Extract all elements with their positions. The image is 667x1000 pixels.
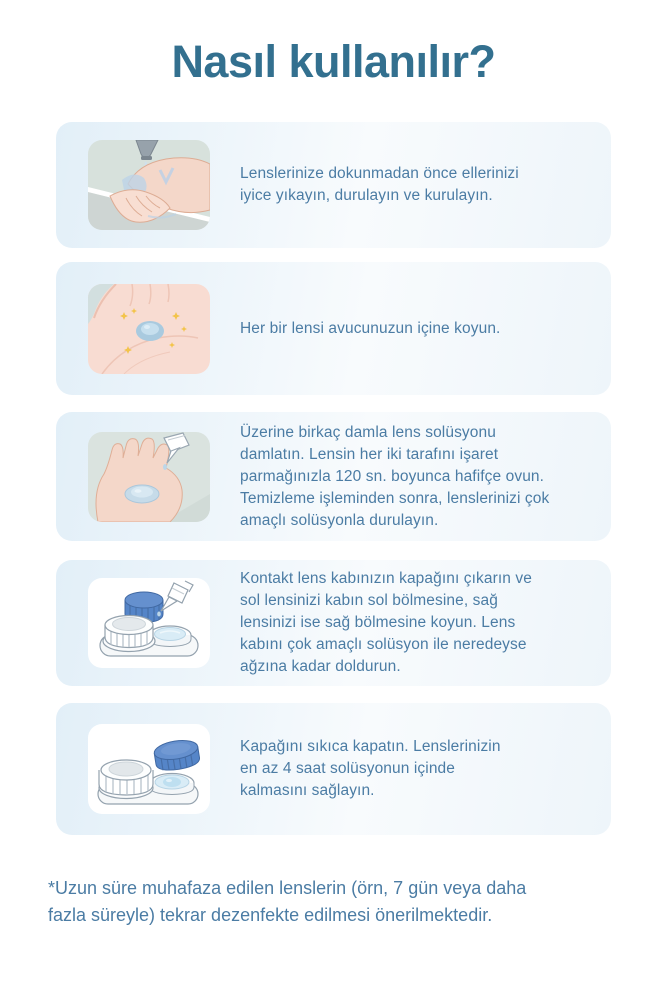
lens-on-palm-icon: [88, 284, 210, 374]
step-card-5: [56, 703, 611, 835]
lens-case-closing-icon: [88, 724, 210, 814]
lens-on-palm-illustration: [88, 284, 210, 374]
step-card-2: [56, 262, 611, 395]
hand-washing-illustration: [88, 140, 210, 230]
solution-drop-illustration: [88, 432, 210, 522]
step-list: [56, 122, 611, 835]
step-card-4: [56, 560, 611, 686]
step-text-4: Kontakt lens kabınızın kapağını çıkarın ve sol lensinizi kabın sol bölmesine, sağ lensinizi ise sağ bölmesine koyun. Lens kabını çok amaçlı solüsyon ile neredeyse ağzına kadar doldurun.: [240, 570, 532, 675]
solution-drop-icon: [88, 432, 210, 522]
step-text-2: Her bir lensi avucunuzun içine koyun.: [240, 319, 501, 337]
step-text-1: Lenslerinize dokunmadan önce ellerinizi iyice yıkayın, durulayın ve kurulayın.: [240, 165, 519, 204]
step-text-3: Üzerine birkaç damla lens solüsyonu damlatın. Lensin her iki tarafını işaret parmağınızla 120 sn. boyunca hafifçe ovun. Temizleme işleminden sonra, lenslerinizi çok amaçlı solüsyonla durulayın.: [240, 423, 550, 529]
footnote: *Uzun süre muhafaza edilen lenslerin (örn, 7 gün veya daha fazla süreyle) tekrar dezenfekte edilmesi önerilmektedir.: [48, 878, 527, 925]
step-text-5: Kapağını sıkıca kapatın. Lenslerinizin en az 4 saat solüsyonun içinde kalmasını sağlayın.: [240, 738, 501, 799]
hand-washing-icon: [88, 140, 210, 230]
page-title: Nasıl kullanılır?: [171, 36, 496, 87]
lens-case-closing-illustration: [88, 724, 210, 814]
lens-case-filling-icon: [88, 578, 210, 668]
step-card-3: [56, 412, 611, 541]
step-card-1: [56, 122, 611, 248]
lens-case-filling-illustration: [88, 578, 210, 668]
